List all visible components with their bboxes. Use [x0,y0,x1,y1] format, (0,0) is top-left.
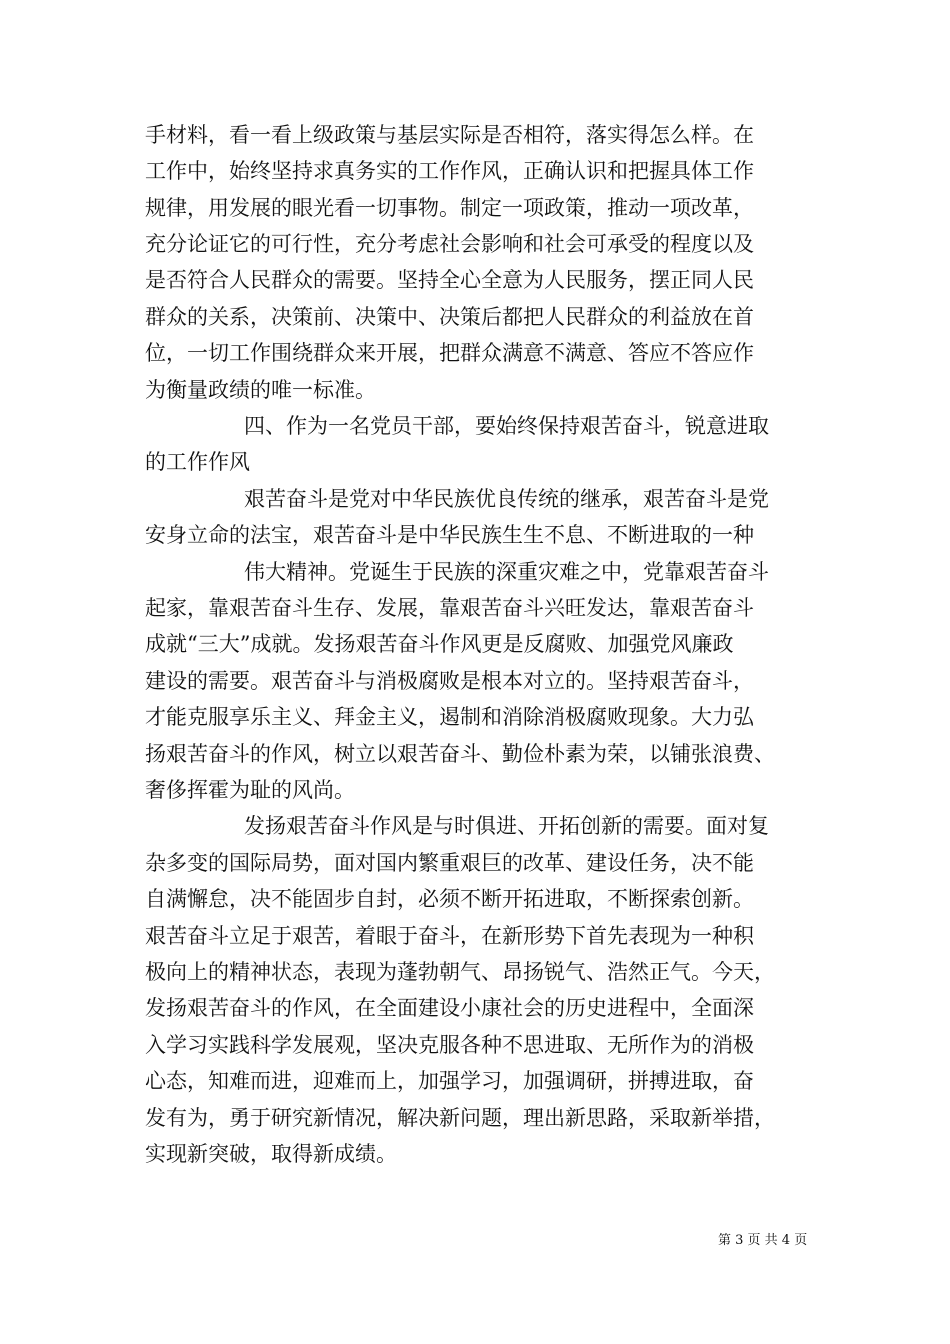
text-line: 杂多变的国际局势，面对国内繁重艰巨的改革、建设任务，决不能 [145,851,754,875]
text-line: 建设的需要。艰苦奋斗与消极腐败是根本对立的。坚持艰苦奋斗， [145,669,754,693]
text-line: 位，一切工作围绕群众来开展，把群众满意不满意、答应不答应作 [145,341,754,365]
section-heading-cont: 的工作作风 [145,450,250,474]
text-line: 才能克服享乐主义、拜金主义，遏制和消除消极腐败现象。大力弘 [145,705,754,729]
text-line: 规律，用发展的眼光看一切事物。制定一项政策，推动一项改革， [145,196,754,220]
section-heading: 四、作为一名党员干部，要始终保持艰苦奋斗，锐意进取 [244,414,769,438]
text-line: 艰苦奋斗立足于艰苦，着眼于奋斗，在新形势下首先表现为一种积 [145,924,754,948]
text-line: 艰苦奋斗是党对中华民族优良传统的继承，艰苦奋斗是党 [244,487,769,511]
text-line: 群众的关系，决策前、决策中、决策后都把人民群众的利益放在首 [145,305,754,329]
text-line: 发有为，勇于研究新情况，解决新问题，理出新思路，采取新举措， [145,1106,775,1130]
page-number: 第 3 页 共 4 页 [718,1233,808,1248]
text-line: 扬艰苦奋斗的作风，树立以艰苦奋斗、勤俭朴素为荣，以铺张浪费、 [145,742,775,766]
text-line: 自满懈怠，决不能固步自封，必须不断开拓进取，不断探索创新。 [145,887,754,911]
text-line: 工作中，始终坚持求真务实的工作作风，正确认识和把握具体工作 [145,159,754,183]
text-line: 为衡量政绩的唯一标准。 [145,378,376,402]
text-line: 入学习实践科学发展观，坚决克服各种不思进取、无所作为的消极 [145,1033,754,1057]
text-line: 成就“三大”成就。发扬艰苦奋斗作风更是反腐败、加强党风廉政 [145,632,734,656]
text-line: 安身立命的法宝，艰苦奋斗是中华民族生生不息、不断进取的一种 [145,523,754,547]
text-line: 充分论证它的可行性，充分考虑社会影响和社会可承受的程度以及 [145,232,754,256]
text-line: 伟大精神。党诞生于民族的深重灾难之中，党靠艰苦奋斗 [244,560,769,584]
text-line: 起家，靠艰苦奋斗生存、发展，靠艰苦奋斗兴旺发达，靠艰苦奋斗 [145,596,754,620]
text-line: 实现新突破，取得新成绩。 [145,1142,397,1166]
text-line: 发扬艰苦奋斗的作风，在全面建设小康社会的历史进程中，全面深 [145,996,754,1020]
text-line: 极向上的精神状态，表现为蓬勃朝气、昂扬锐气、浩然正气。今天， [145,960,775,984]
text-line: 手材料，看一看上级政策与基层实际是否相符，落实得怎么样。在 [145,123,754,147]
text-line: 是否符合人民群众的需要。坚持全心全意为人民服务，摆正同人民 [145,268,754,292]
text-line: 发扬艰苦奋斗作风是与时俱进、开拓创新的需要。面对复 [244,814,769,838]
text-line: 心态，知难而进，迎难而上，加强学习，加强调研，拼搏进取，奋 [145,1069,754,1093]
text-line: 奢侈挥霍为耻的风尚。 [145,778,355,802]
